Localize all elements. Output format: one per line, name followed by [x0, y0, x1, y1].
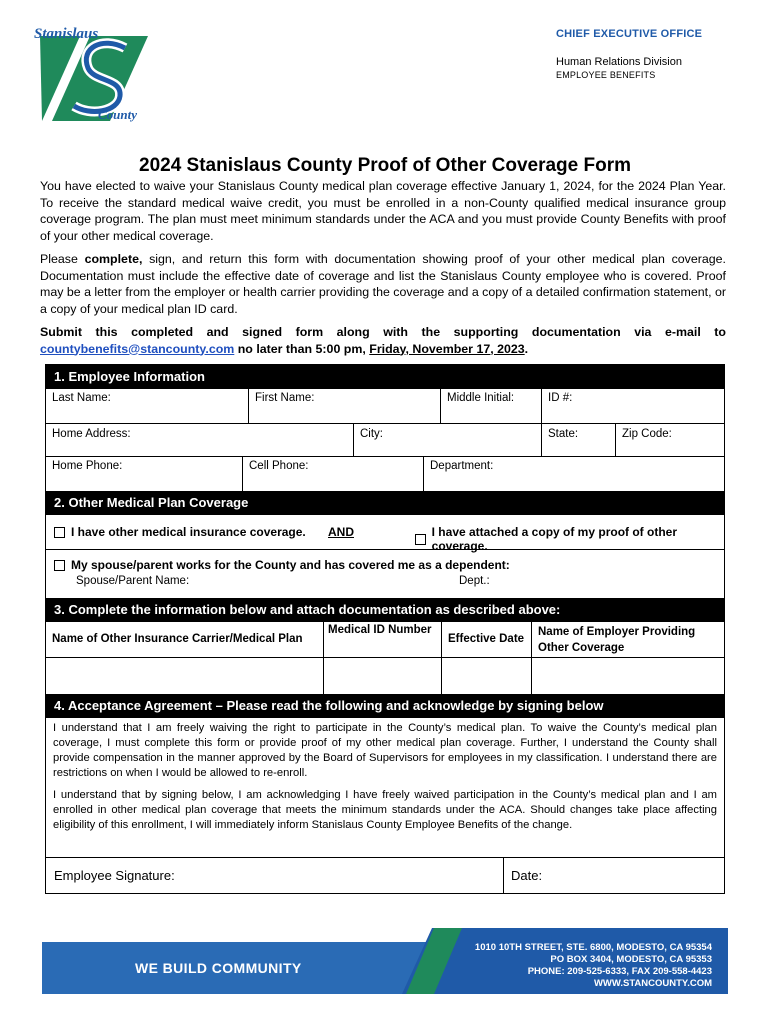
effective-date-column-header: Effective Date — [448, 633, 525, 645]
and-label: AND — [328, 525, 354, 539]
carrier-column-header: Name of Other Insurance Carrier/Medical Plan — [52, 633, 303, 645]
section2-header: 2. Other Medical Plan Coverage — [46, 491, 724, 515]
section3-header: 3. Complete the information below and attach documentation as described above: — [46, 598, 724, 622]
date-field[interactable]: Date: — [511, 868, 543, 883]
employer-column-header: Name of Employer Providing Other Coverage — [538, 626, 696, 654]
cell-phone-field[interactable]: Cell Phone: — [249, 460, 309, 472]
other-coverage-checkbox[interactable] — [54, 527, 65, 538]
first-name-field[interactable]: First Name: — [255, 392, 315, 404]
acknowledgement-text-1: I understand that I am freely waiving the right to participate in the County’s medical plan. To waive the County’s medical plan coverage, I must complete this form or provide proof of my other medical plan coverage. Further, I understand the County shall provide compensation in the manner approved by the Board of Supervisors for employees in my classification. I understand there are restrictions on when I would be allowed to re-enroll. — [53, 722, 717, 779]
footer-address: 1010 10TH STREET, STE. 6800, MODESTO, CA 95354 PO BOX 3404, MODESTO, CA 95353 PHONE: 209-525-6333, FAX 209-558-4423 WWW.STANCOUNTY.COM — [474, 942, 712, 989]
employee-benefits: EMPLOYEE BENEFITS — [556, 70, 656, 80]
effective-date-input[interactable] — [442, 658, 531, 694]
spouse-parent-name-field[interactable]: Spouse/Parent Name: — [76, 575, 190, 587]
svg-text:Stanislaus: Stanislaus — [34, 26, 99, 42]
section4-header: 4. Acceptance Agreement – Please read the following and acknowledge by signing below — [46, 694, 724, 718]
medical-id-input[interactable] — [324, 658, 441, 694]
instructions-paragraph: Please complete, sign, and return this form with documentation showing proof of your other medical plan coverage. Documentation must include the effective date of coverage and list the Stanislaus County employee who is covered. Proof may be a letter from the employer or health carrier providing the coverage and a copy of a detailed confirmation statement, or a copy of your medical plan ID card. — [40, 252, 726, 316]
other-coverage-option[interactable]: I have other medical insurance coverage. — [54, 525, 306, 539]
form-title: 2024 Stanislaus County Proof of Other Coverage Form — [139, 155, 631, 176]
spouse-parent-checkbox[interactable] — [54, 560, 65, 571]
city-field[interactable]: City: — [360, 428, 383, 440]
id-field[interactable]: ID #: — [548, 392, 573, 404]
medical-id-column-header: Medical ID Number — [328, 624, 432, 636]
zip-code-field[interactable]: Zip Code: — [622, 428, 672, 440]
acknowledgement-text-2: I understand that by signing below, I am acknowledging I have freely waived participation in the County’s medical plan and I am enrolled in other medical plan coverage that meets the minimum standards under the ACA. Should changes take place affecting eligibility of this enrollment, I will immediately inform Stanislaus County Employee Benefits of the change. — [53, 789, 717, 831]
coverage-form — [45, 364, 725, 894]
spouse-dept-field[interactable]: Dept.: — [459, 575, 490, 587]
employer-input[interactable] — [532, 658, 724, 694]
home-address-field[interactable]: Home Address: — [52, 428, 131, 440]
chief-executive-office: CHIEF EXECUTIVE OFFICE — [556, 28, 703, 40]
employee-signature-field[interactable]: Employee Signature: — [54, 868, 175, 883]
email-link[interactable]: countybenefits@stancounty.com — [40, 341, 235, 356]
attached-proof-checkbox[interactable] — [415, 534, 426, 545]
middle-initial-field[interactable]: Middle Initial: — [447, 392, 515, 404]
attached-proof-option[interactable]: I have attached a copy of my proof of other coverage. — [415, 525, 724, 553]
department-field[interactable]: Department: — [430, 460, 494, 472]
home-phone-field[interactable]: Home Phone: — [52, 460, 123, 472]
submission-paragraph: Submit this completed and signed form along with the supporting documentation via e-mail to countybenefits@stancounty.com no later than 5:00 pm, Friday, November 17, 2023. — [40, 325, 726, 356]
state-field[interactable]: State: — [548, 428, 579, 440]
intro-paragraph: You have elected to waive your Stanislaus County medical plan coverage effective January 1, 2024, for the 2024 Plan Year. To receive the standard medical waive credit, you must be enrolled in a non-County qualified medical insurance group coverage program. The plan must meet minimum standards under the ACA and you must provide County Benefits with proof of your other medical coverage. — [40, 179, 726, 243]
division: Human Relations Division — [556, 56, 682, 68]
section1-header: 1. Employee Information — [46, 365, 724, 389]
last-name-field[interactable]: Last Name: — [52, 392, 111, 404]
stanislaus-county-logo — [30, 26, 150, 126]
svg-text:County: County — [98, 107, 138, 122]
carrier-input[interactable] — [46, 658, 323, 694]
footer-slogan: WE BUILD COMMUNITY — [135, 960, 302, 976]
spouse-parent-option[interactable]: My spouse/parent works for the County and has covered me as a dependent: — [54, 558, 510, 572]
